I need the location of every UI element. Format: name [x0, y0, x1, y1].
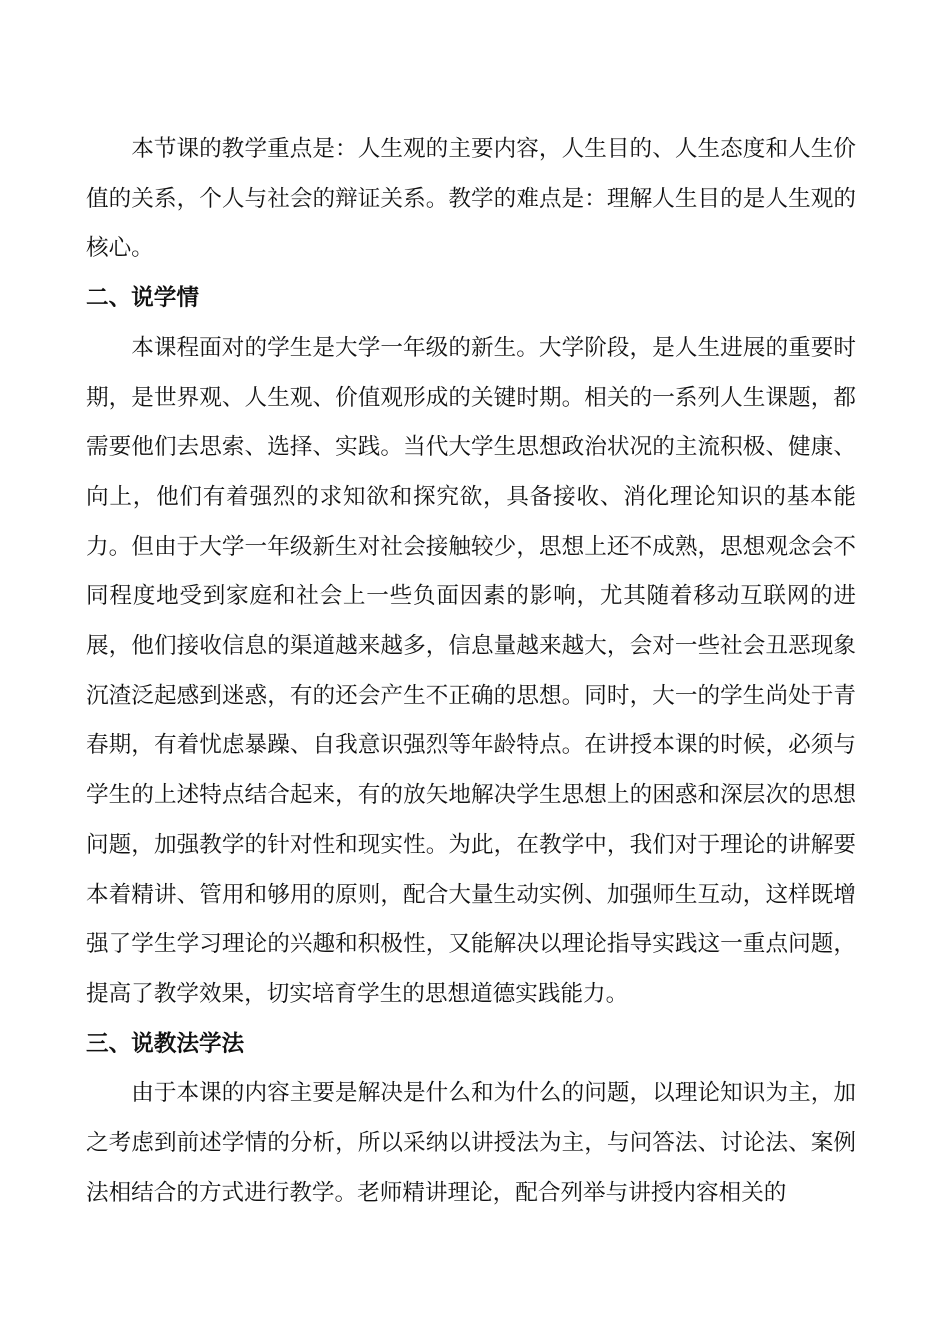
paragraph-teaching-methods: 由于本课的内容主要是解决是什么和为什么的问题，以理论知识为主，加之考虑到前述学情的分析，所以采纳以讲授法为主，与问答法、讨论法、案例法相结合的方式进行教学。老师精讲理论，配合列举与讲授内容相关的 [86, 1080, 856, 1206]
document-page [86, 125, 856, 1218]
section-heading-teaching-methods: 三、说教法学法 [86, 1030, 245, 1057]
paragraph-student-analysis: 本课程面对的学生是大学一年级的新生。大学阶段，是人生进展的重要时期，是世界观、人生观、价值观形成的关键时期。相关的一系列人生课题，都需要他们去思索、选择、实践。当代大学生思想政治状况的主流积极、健康、向上，他们有着强烈的求知欲和探究欲，具备接收、消化理论知识的基本能力。但由于大学一年级新生对社会接触较少，思想上还不成熟，思想观念会不同程度地受到家庭和社会上一些负面因素的影响，尤其随着移动互联网的进展，他们接收信息的渠道越来越多，信息量越来越大，会对一些社会丑恶现象沉渣泛起感到迷惑，有的还会产生不正确的思想。同时，大一的学生尚处于青春期，有着忧虑暴躁、自我意识强烈等年龄特点。在讲授本课的时候，必须与学生的上述特点结合起来，有的放矢地解决学生思想上的困惑和深层次的思想问题，加强教学的针对性和现实性。为此，在教学中，我们对于理论的讲解要本着精讲、管用和够用的原则，配合大量生动实例、加强师生互动，这样既增强了学生学习理论的兴趣和积极性，又能解决以理论指导实践这一重点问题，提高了教学效果，切实培育学生的思想道德实践能力。 [86, 334, 856, 1007]
paragraph-teaching-focus: 本节课的教学重点是：人生观的主要内容，人生目的、人生态度和人生价值的关系，个人与社会的辩证关系。教学的难点是：理解人生目的是人生观的核心。 [86, 136, 856, 262]
section-heading-student-analysis: 二、说学情 [86, 285, 199, 312]
